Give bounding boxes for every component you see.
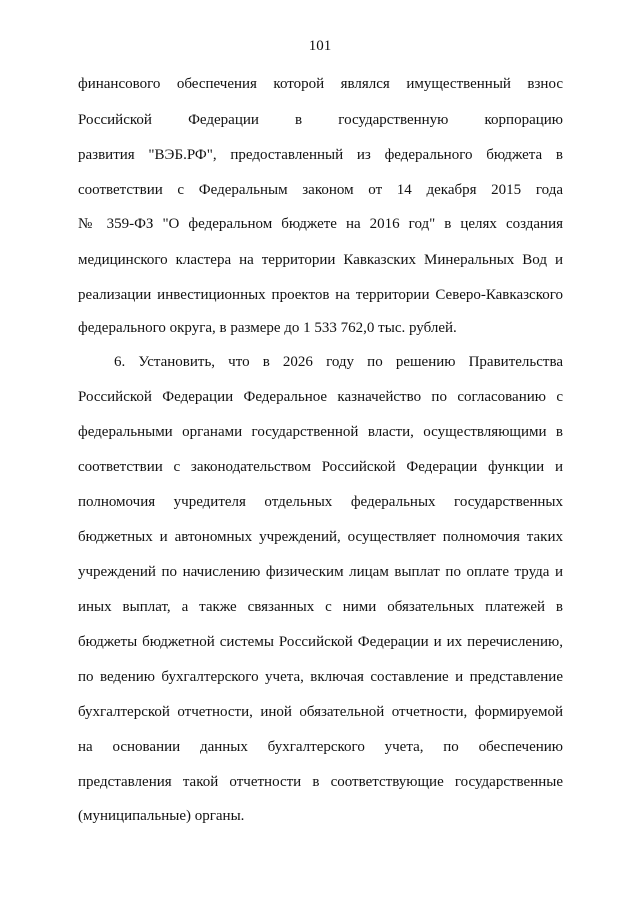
paragraph1-line: Российской Федерации в государственную корпорацию <box>78 112 563 128</box>
paragraph2-line: бухгалтерской отчетности, иной обязательной отчетности, формируемой <box>78 704 563 720</box>
paragraph2-line: представления такой отчетности в соответствующие государственные <box>78 774 563 790</box>
paragraph1-line: медицинского кластера на территории Кавказских Минеральных Вод и <box>78 252 563 268</box>
paragraph2-line: 6. Установить, что в 2026 году по решению Правительства <box>114 354 563 370</box>
paragraph2-line: бюджетных и автономных учреждений, осуществляет полномочия таких <box>78 529 563 545</box>
paragraph1-line: федерального округа, в размере до 1 533 762,0 тыс. рублей. <box>78 320 457 336</box>
paragraph2-line: Российской Федерации Федеральное казначейство по согласованию с <box>78 389 563 405</box>
page-number: 101 <box>308 38 332 54</box>
paragraph1-line: реализации инвестиционных проектов на территории Северо-Кавказского <box>78 287 563 303</box>
paragraph1-line: № 359-ФЗ "О федеральном бюджете на 2016 год" в целях создания <box>78 216 563 232</box>
paragraph2-line: (муниципальные) органы. <box>78 808 245 824</box>
paragraph2-line: учреждений по начислению физическим лицам выплат по оплате труда и <box>78 564 563 580</box>
paragraph2-line: на основании данных бухгалтерского учета, по обеспечению <box>78 739 563 755</box>
paragraph1-line: соответствии с Федеральным законом от 14 декабря 2015 года <box>78 182 563 198</box>
paragraph2-line: по ведению бухгалтерского учета, включая составление и представление <box>78 669 563 685</box>
paragraph2-line: бюджеты бюджетной системы Российской Федерации и их перечислению, <box>78 634 563 650</box>
paragraph1-line: развития "ВЭБ.РФ", предоставленный из федерального бюджета в <box>78 147 563 163</box>
paragraph2-line: федеральными органами государственной власти, осуществляющими в <box>78 424 563 440</box>
paragraph2-line: иных выплат, а также связанных с ними обязательных платежей в <box>78 599 563 615</box>
paragraph2-line: соответствии с законодательством Российской Федерации функции и <box>78 459 563 475</box>
paragraph2-line: полномочия учредителя отдельных федеральных государственных <box>78 494 563 510</box>
paragraph1-line: финансового обеспечения которой являлся имущественный взнос <box>78 76 563 92</box>
